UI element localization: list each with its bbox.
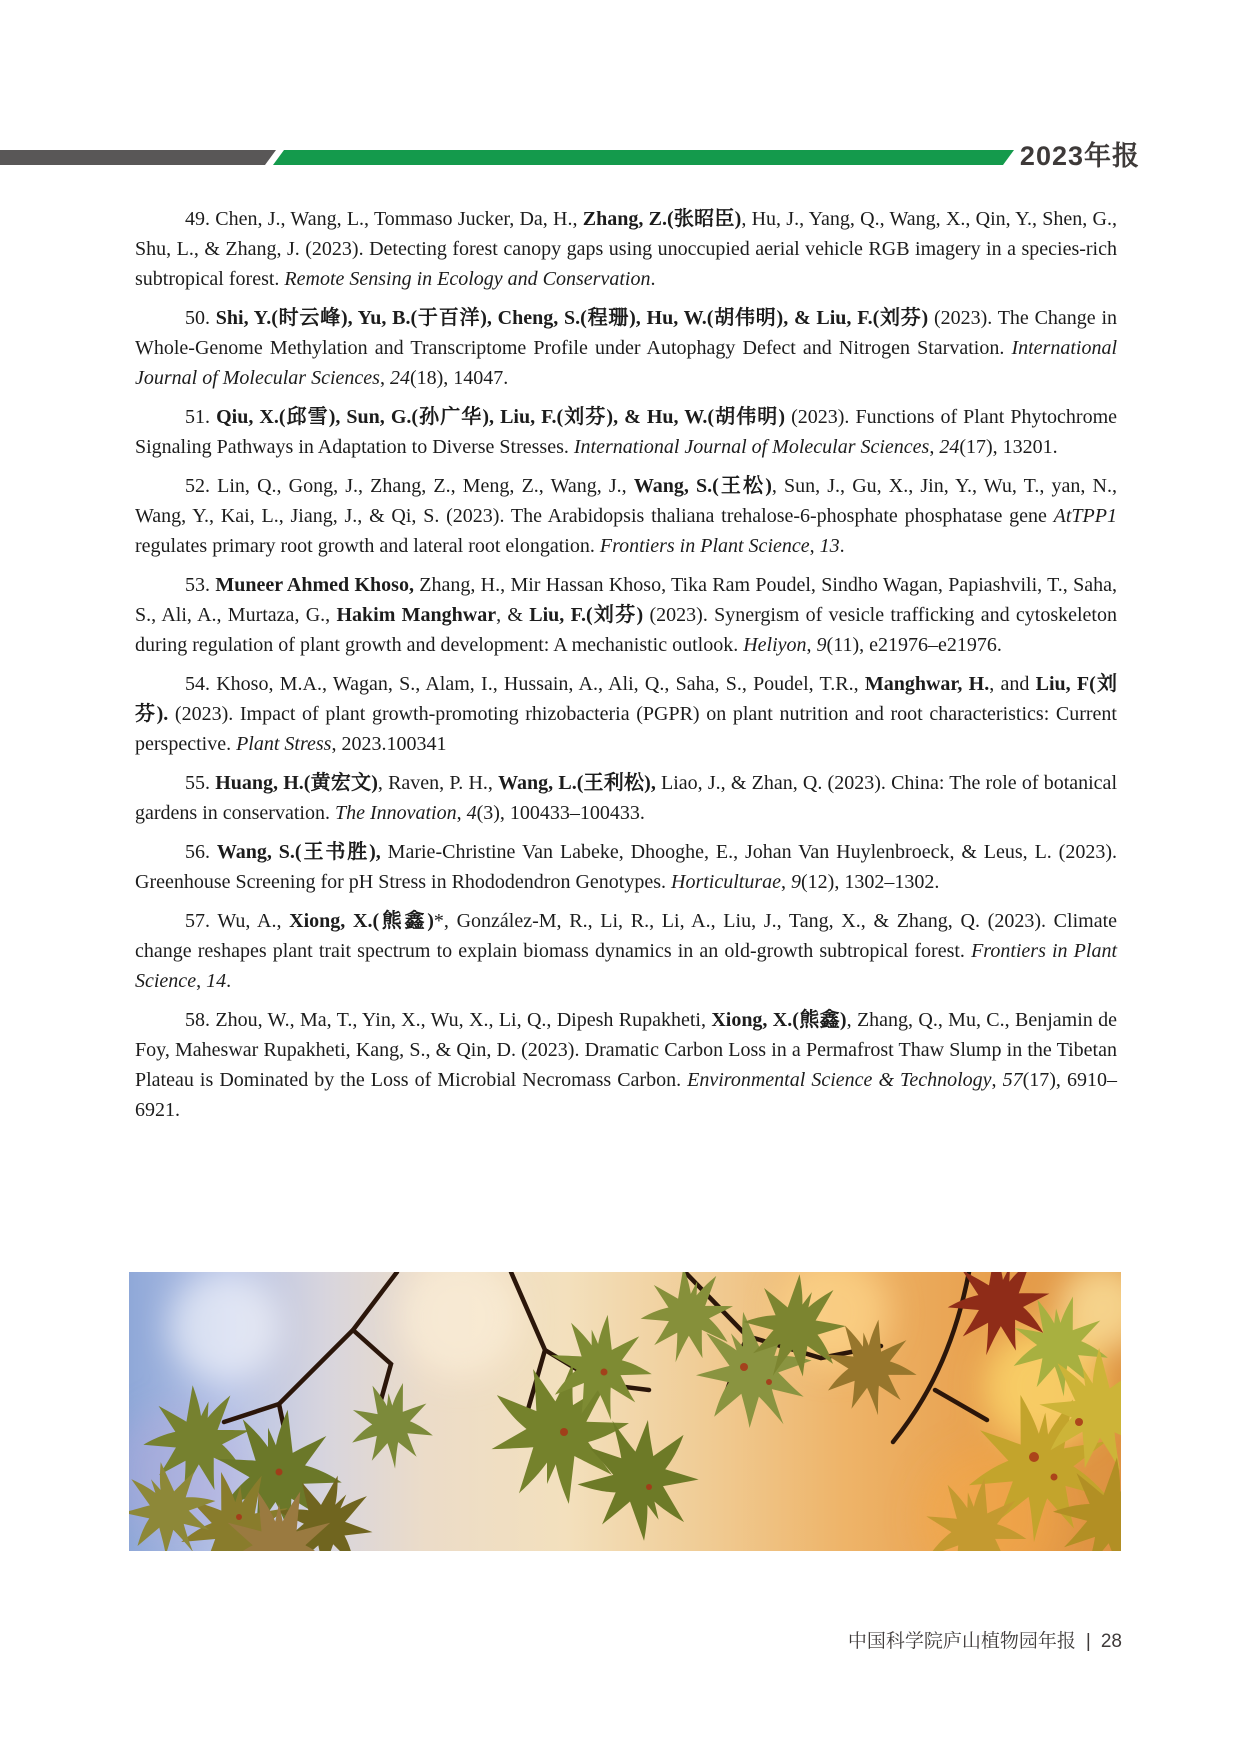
reference-text-segment: 9 [816, 634, 827, 656]
reference-text-segment: Xiong, X.(熊鑫) [289, 910, 434, 932]
reference-text-segment: , [196, 970, 207, 992]
reference-text-segment: , [456, 802, 467, 824]
reference-text-segment: Marie-Christine Van Labeke, Dhooghe, E., Johan Van Huylenbroeck, & Leus, L. (2023). Greenhouse Screening for pH Stress in Rhododendron Genotypes. [135, 841, 1117, 893]
reference-text-segment: Plant Stress [236, 733, 332, 755]
reference-text-segment: International Journal of Molecular Sciences [573, 436, 930, 458]
reference-text-segment: Remote Sensing in Ecology and Conservation [284, 268, 651, 290]
reference-text-segment: , [929, 436, 940, 458]
reference-text-segment: 52. Lin, Q., Gong, J., Zhang, Z., Meng, Z., Wang, J., [185, 475, 634, 497]
reference-text-segment: 56. [185, 841, 217, 863]
reference-text-segment: regulates primary root growth and lateral root elongation. [135, 535, 600, 557]
autumn-leaves-photo [129, 1272, 1121, 1551]
reference-text-segment: , [781, 871, 792, 893]
reference-text-segment: 49. Chen, J., Wang, L., Tommaso Jucker, Da, H., [185, 208, 583, 230]
reference-text-segment: (3), 100433–100433. [476, 802, 645, 824]
header-gray-bar [0, 150, 276, 165]
header-green-bar [273, 150, 1014, 165]
reference-text-segment: 57 [1002, 1069, 1023, 1091]
reference-text-segment: 4 [466, 802, 477, 824]
reference-text-segment: Manghwar, H. [864, 673, 990, 695]
reference-text-segment: 9 [791, 871, 802, 893]
reference-text-segment: . [650, 268, 656, 290]
reference-item [135, 1005, 1117, 1125]
reference-text-segment: 50. [185, 307, 216, 329]
reference-text-segment: (2023). Impact of plant growth-promoting rhizobacteria (PGPR) on plant nutrition and root characteristics: Current perspective. [135, 703, 1117, 755]
reference-text-segment: International Journal of Molecular Sciences [135, 337, 1117, 389]
reference-item [135, 471, 1117, 561]
reference-text-segment: Zhang, Z.(张昭臣) [582, 208, 742, 230]
reference-text-segment: 24 [939, 436, 960, 458]
reference-text-segment: Environmental Science & Technology [687, 1069, 992, 1091]
reference-text-segment: 13 [819, 535, 840, 557]
reference-text-segment: , and [989, 673, 1036, 695]
footer-report-title: 中国科学院庐山植物园年报 [847, 1631, 1076, 1652]
reference-text-segment: , [379, 367, 390, 389]
reference-text-segment: (18), 14047. [409, 367, 509, 389]
reference-item [135, 837, 1117, 897]
reference-text-segment: . [226, 970, 232, 992]
reference-text-segment: 55. [185, 772, 216, 794]
reference-text-segment: , 2023.100341 [331, 733, 447, 755]
reference-text-segment: Liao, J., & Zhan, Q. (2023). China: The role of botanical gardens in conservation. [135, 772, 1117, 824]
reference-text-segment: Huang, H.(黄宏文) [215, 772, 378, 794]
header-year-label: 2023年报 [1019, 141, 1140, 171]
footer-page-number: 28 [1100, 1631, 1122, 1652]
reference-item [135, 906, 1117, 996]
reference-text-segment: , Hu, J., Yang, Q., Wang, X., Qin, Y., Shen, G., Shu, L., & Zhang, J. (2023). Detecting forest canopy gaps using unoccupied aerial vehicle RGB imagery in a species-rich subtropical forest. [135, 208, 1117, 290]
reference-text-segment: Liu, F.(刘芬) [529, 604, 644, 626]
reference-text-segment: Hakim Manghwar [336, 604, 497, 626]
reference-text-segment: , & [496, 604, 530, 626]
reference-text-segment: Liu, F(刘芬). [135, 673, 1117, 725]
reference-text-segment: Wang, L.(王利松), [498, 772, 656, 794]
reference-text-segment: , [806, 634, 817, 656]
reference-text-segment: , Raven, P. H., [377, 772, 499, 794]
reference-text-segment: Zhang, H., Mir Hassan Khoso, Tika Ram Poudel, Sindho Wagan, Papiashvili, T., Saha, S., Ali, A., Murtaza, G., [135, 574, 1118, 626]
reference-item [135, 570, 1117, 660]
reference-text-segment: Frontiers in Plant Science [135, 940, 1118, 992]
reference-text-segment: Wang, S.(王松) [633, 475, 772, 497]
reference-text-segment: Xiong, X.(熊鑫) [711, 1009, 847, 1031]
reference-text-segment: 57. Wu, A., [185, 910, 290, 932]
footer-divider: | [1085, 1631, 1091, 1652]
reference-text-segment: (2023). Synergism of vesicle trafficking and cytoskeleton during regulation of plant growth and development: A mechanistic outlook. [135, 604, 1117, 656]
reference-text-segment: Wang, S.(王书胜), [216, 841, 381, 863]
references-list [135, 204, 1117, 1134]
reference-text-segment: , [809, 535, 820, 557]
reference-text-segment: Shi, Y.(时云峰), Yu, B.(于百洋), Cheng, S.(程珊), Hu, W.(胡伟明), & Liu, F.(刘芬) [215, 307, 929, 329]
reference-text-segment: 14 [206, 970, 227, 992]
reference-text-segment: Heliyon [743, 634, 807, 656]
reference-text-segment: (17), 6910–6921. [135, 1069, 1117, 1121]
reference-text-segment: Qiu, X.(邱雪), Sun, G.(孙广华), Liu, F.(刘芬), & Hu, W.(胡伟明) [216, 406, 786, 428]
reference-text-segment: (2023). Functions of Plant Phytochrome Signaling Pathways in Adaptation to Diverse Stresses. [135, 406, 1118, 458]
reference-text-segment: Muneer Ahmed Khoso, [215, 574, 414, 596]
footer [848, 1630, 1122, 1654]
reference-text-segment: Frontiers in Plant Science [599, 535, 810, 557]
reference-text-segment: , [991, 1069, 1003, 1091]
reference-text-segment: The Innovation [334, 802, 457, 824]
reference-text-segment: 58. Zhou, W., Ma, T., Yin, X., Wu, X., Li, Q., Dipesh Rupakheti, [185, 1009, 712, 1031]
reference-text-segment: *, González-M, R., Li, R., Li, A., Liu, J., Tang, X., & Zhang, Q. (2023). Climate change reshapes plant trait spectrum to explain biomass dynamics in an old-growth subtropical forest. [135, 910, 1117, 962]
reference-text-segment: , Zhang, Q., Mu, C., Benjamin de Foy, Maheswar Rupakheti, Kang, S., & Qin, D. (2023). Dramatic Carbon Loss in a Permafrost Thaw Slump in the Tibetan Plateau is Dominated by the Loss of Microbial Necromass Carbon. [135, 1009, 1117, 1091]
reference-item [135, 402, 1117, 462]
reference-item [135, 768, 1117, 828]
reference-text-segment: (2023). The Change in Whole-Genome Methylation and Transcriptome Profile under Autophagy Defect and Nitrogen Starvation. [135, 307, 1118, 359]
reference-text-segment: Horticulturae [671, 871, 782, 893]
reference-text-segment: 24 [389, 367, 410, 389]
reference-text-segment: 54. Khoso, M.A., Wagan, S., Alam, I., Hussain, A., Ali, Q., Saha, S., Poudel, T.R., [185, 673, 865, 695]
reference-text-segment: AtTPP1 [1053, 505, 1117, 527]
reference-item [135, 204, 1117, 294]
reference-text-segment: . [839, 535, 845, 557]
maple-leaves-illustration [129, 1272, 1121, 1551]
reference-text-segment: 53. [185, 574, 216, 596]
reference-text-segment: (11), e21976–e21976. [826, 634, 1002, 656]
reference-text-segment: (12), 1302–1302. [801, 871, 940, 893]
reference-item [135, 669, 1117, 759]
reference-item [135, 303, 1117, 393]
reference-text-segment: (17), 13201. [959, 436, 1058, 458]
reference-text-segment: 51. [185, 406, 217, 428]
reference-text-segment: , Sun, J., Gu, X., Jin, Y., Wu, T., yan, N., Wang, Y., Kai, L., Jiang, J., & Qi, S. (2023). The Arabidopsis thaliana trehalose-6-phosphate phosphatase gene [135, 475, 1117, 527]
